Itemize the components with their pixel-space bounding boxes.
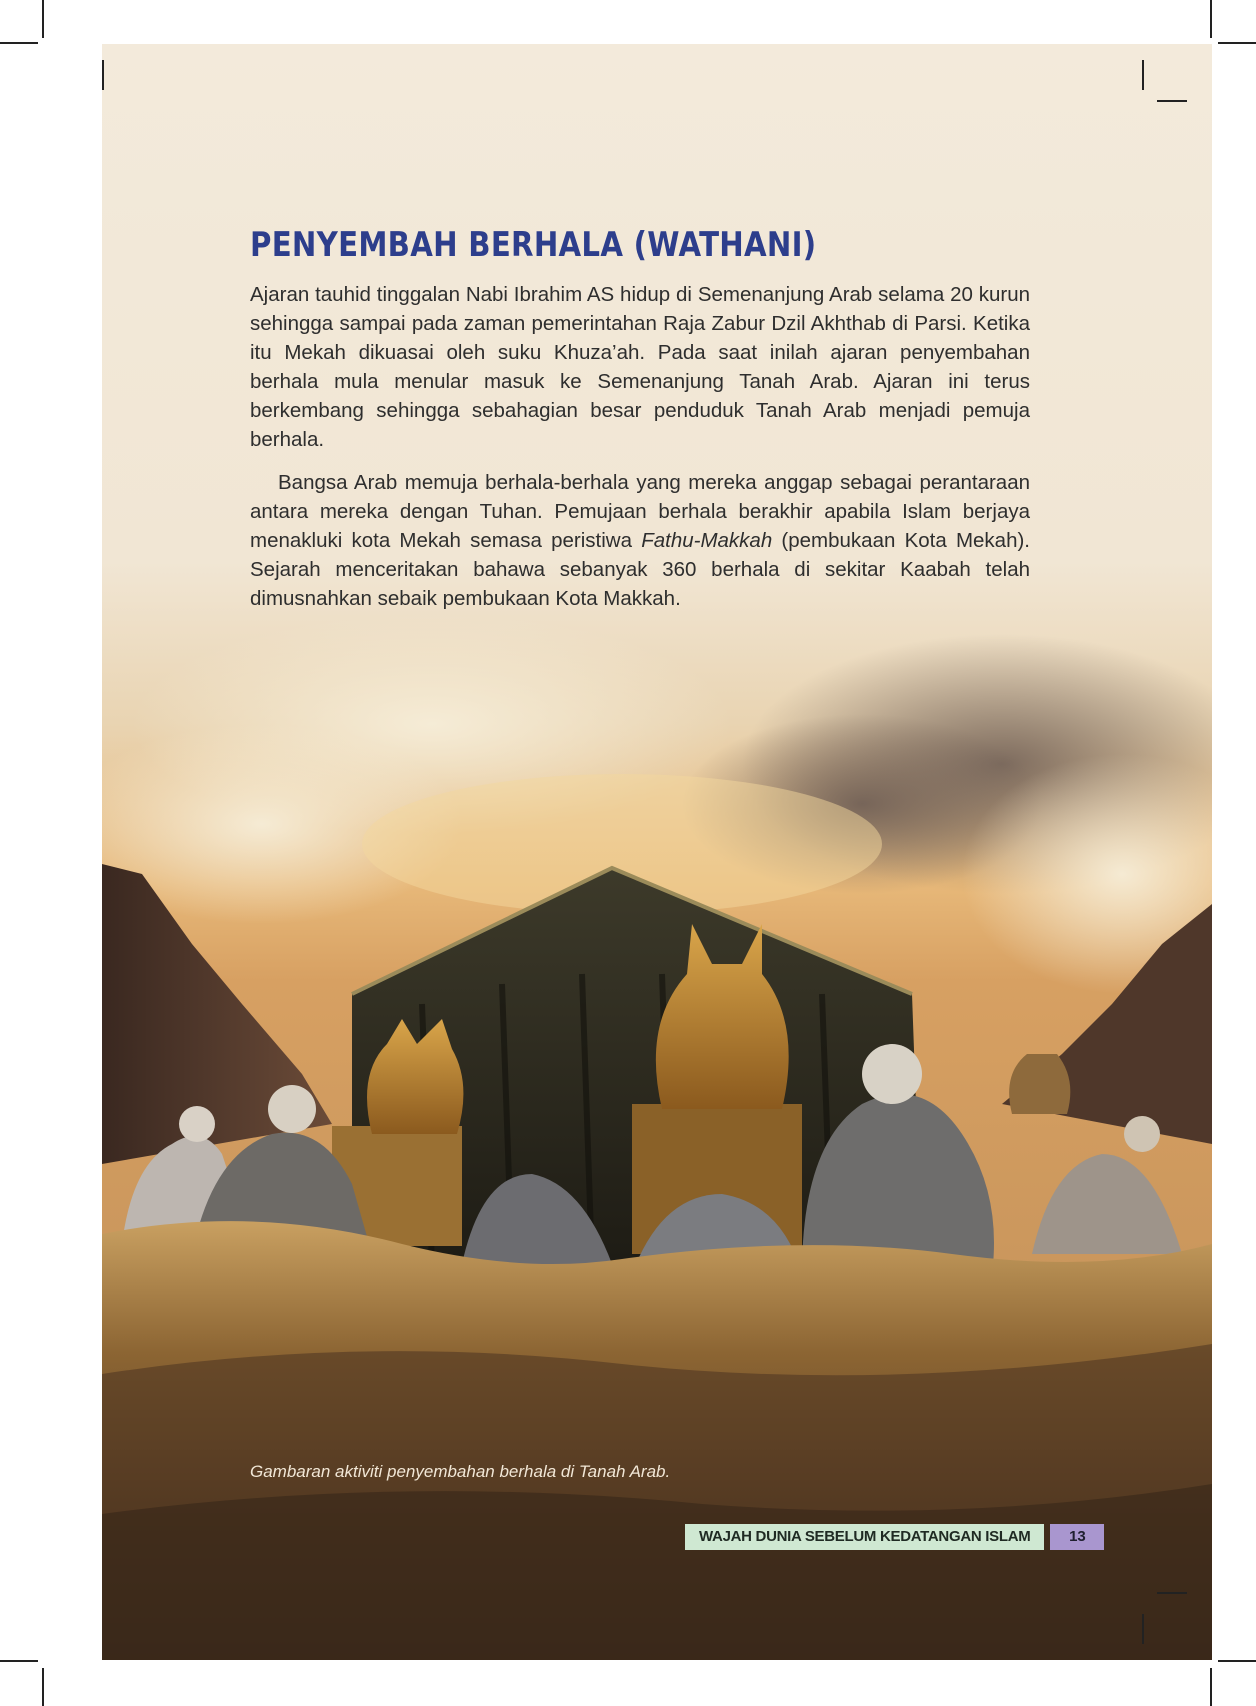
crop-mark — [42, 0, 44, 38]
crop-mark — [42, 1668, 44, 1706]
crop-mark — [1218, 42, 1256, 44]
paragraph-2-start: Bangsa Arab memuja berhala-berhala yang mereka anggap sebagai perantaraan antara mereka dengan Tuhan. Pemujaan berhala berakhir apabila Islam berjaya menakluki kota Mekah semasa peristiwa — [250, 471, 1030, 552]
paragraph-2-end: (pembukaan Kota Mekah). Sejarah menceritakan bahawa sebanyak 360 berhala di sekitar Kaabah telah dimusnahkan sebaik pembukaan Kota Makkah. — [250, 529, 1030, 610]
trim-mark — [1142, 60, 1144, 90]
paragraph-1: Ajaran tauhid tinggalan Nabi Ibrahim AS hidup di Semenanjung Arab selama 20 kurun sehingga sampai pada zaman pemerintahan Raja Zabur Dzil Akhthab di Parsi. Ketika itu Mekah dikuasai oleh suku Khuza’ah. Pada saat inilah ajaran penyembahan berhala mula menular masuk ke Semenanjung Tanah Arab. Ajaran ini terus berkembang sehingga sebahagian besar penduduk Tanah Arab menjadi pemuja berhala. — [250, 283, 1030, 451]
crop-mark — [0, 42, 38, 44]
section-title: PENYEMBAH BERHALA (WATHANI) — [250, 225, 817, 265]
article-text — [250, 224, 1030, 627]
book-page — [102, 44, 1212, 1660]
crop-mark — [0, 1660, 38, 1662]
page-footer — [685, 1524, 1104, 1550]
paragraph-2-term: Fathu-Makkah — [641, 529, 773, 552]
crop-mark — [1210, 1668, 1212, 1706]
crop-mark — [1218, 1660, 1256, 1662]
illustration-caption: Gambaran aktiviti penyembahan berhala di Tanah Arab. — [250, 1462, 671, 1481]
crop-mark — [1210, 0, 1212, 38]
paragraph-2 — [250, 468, 1030, 613]
page-number: 13 — [1050, 1524, 1104, 1550]
trim-mark — [102, 60, 104, 90]
trim-mark — [1157, 1592, 1187, 1594]
chapter-label: WAJAH DUNIA SEBELUM KEDATANGAN ISLAM — [685, 1524, 1044, 1550]
trim-mark — [1157, 100, 1187, 102]
trim-mark — [1142, 1614, 1144, 1644]
